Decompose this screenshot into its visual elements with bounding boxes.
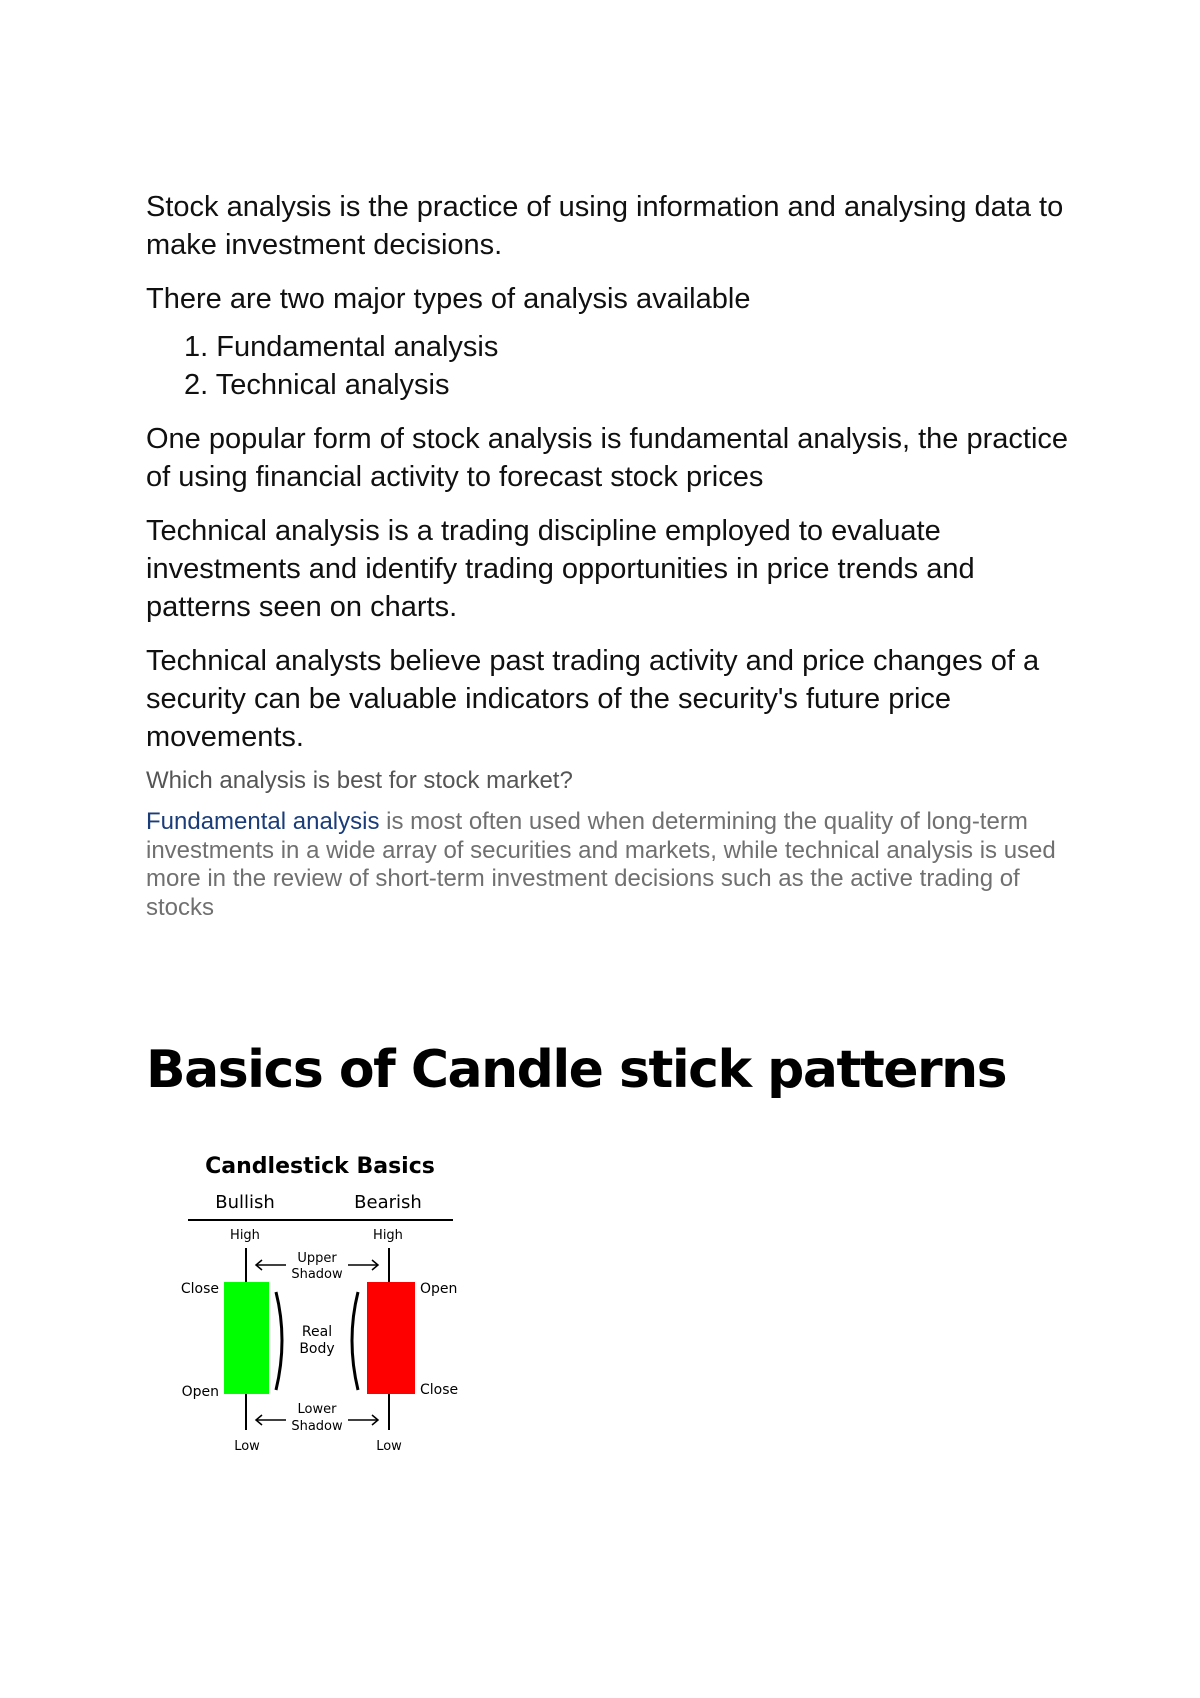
real-body-label: Real: [301, 1324, 333, 1340]
bullish-open-label: Open: [181, 1384, 219, 1400]
real-body-right-bracket: [352, 1292, 358, 1390]
fundamental-paragraph: One popular form of stock analysis is fundamental analysis, the practice of using financial activity to forecast stock prices: [146, 423, 1069, 493]
real-body-left-bracket: [276, 1292, 282, 1390]
answer-text: Fundamental analysis is most often used when determining the quality of long-term investments in a wide array of securities and markets, while technical analysis is used more in the review of short-term investment decisions such as the active trading of stocks: [146, 808, 1056, 921]
upper-shadow-label: Upper: [297, 1251, 337, 1266]
candlestick-diagram: [170, 1140, 490, 1470]
lower-shadow-label: Lower: [297, 1402, 337, 1417]
bearish-label: Bearish: [354, 1192, 422, 1213]
list-item: 2. Technical analysis: [184, 369, 450, 401]
technical-paragraph: Technical analysis is a trading discipline employed to evaluate investments and identify trading opportunities in price trends and patterns seen on charts.: [146, 515, 975, 623]
document-body: [146, 188, 1086, 922]
bearish-candle-body: [367, 1282, 415, 1394]
svg-text:Body: Body: [299, 1341, 335, 1357]
diagram-title: Candlestick Basics: [205, 1154, 435, 1179]
fundamental-analysis-link[interactable]: Fundamental analysis: [146, 808, 380, 835]
types-intro-paragraph: There are two major types of analysis available: [146, 283, 751, 315]
list-item: 1. Fundamental analysis: [184, 331, 499, 363]
technical-analysts-paragraph: Technical analysts believe past trading activity and price changes of a security can be valuable indicators of the security's future price movements.: [146, 645, 1040, 753]
bearish-open-label: Open: [420, 1281, 458, 1297]
question-text: Which analysis is best for stock market?: [146, 767, 573, 794]
svg-text:Shadow: Shadow: [291, 1267, 343, 1282]
bearish-high-label: High: [373, 1228, 403, 1243]
bearish-low-label: Low: [376, 1439, 402, 1454]
bullish-high-label: High: [230, 1228, 260, 1243]
bullish-label: Bullish: [215, 1192, 275, 1213]
bullish-low-label: Low: [234, 1439, 260, 1454]
intro-paragraph: Stock analysis is the practice of using information and analysing data to make investment decisions.: [146, 191, 1064, 261]
svg-text:Shadow: Shadow: [291, 1419, 343, 1434]
analysis-types-list: [146, 328, 1086, 404]
bearish-close-label: Close: [420, 1382, 459, 1398]
bullish-close-label: Close: [180, 1281, 219, 1297]
bullish-candle-body: [224, 1282, 269, 1394]
section-heading: Basics of Candle stick patterns: [146, 1040, 1007, 1100]
